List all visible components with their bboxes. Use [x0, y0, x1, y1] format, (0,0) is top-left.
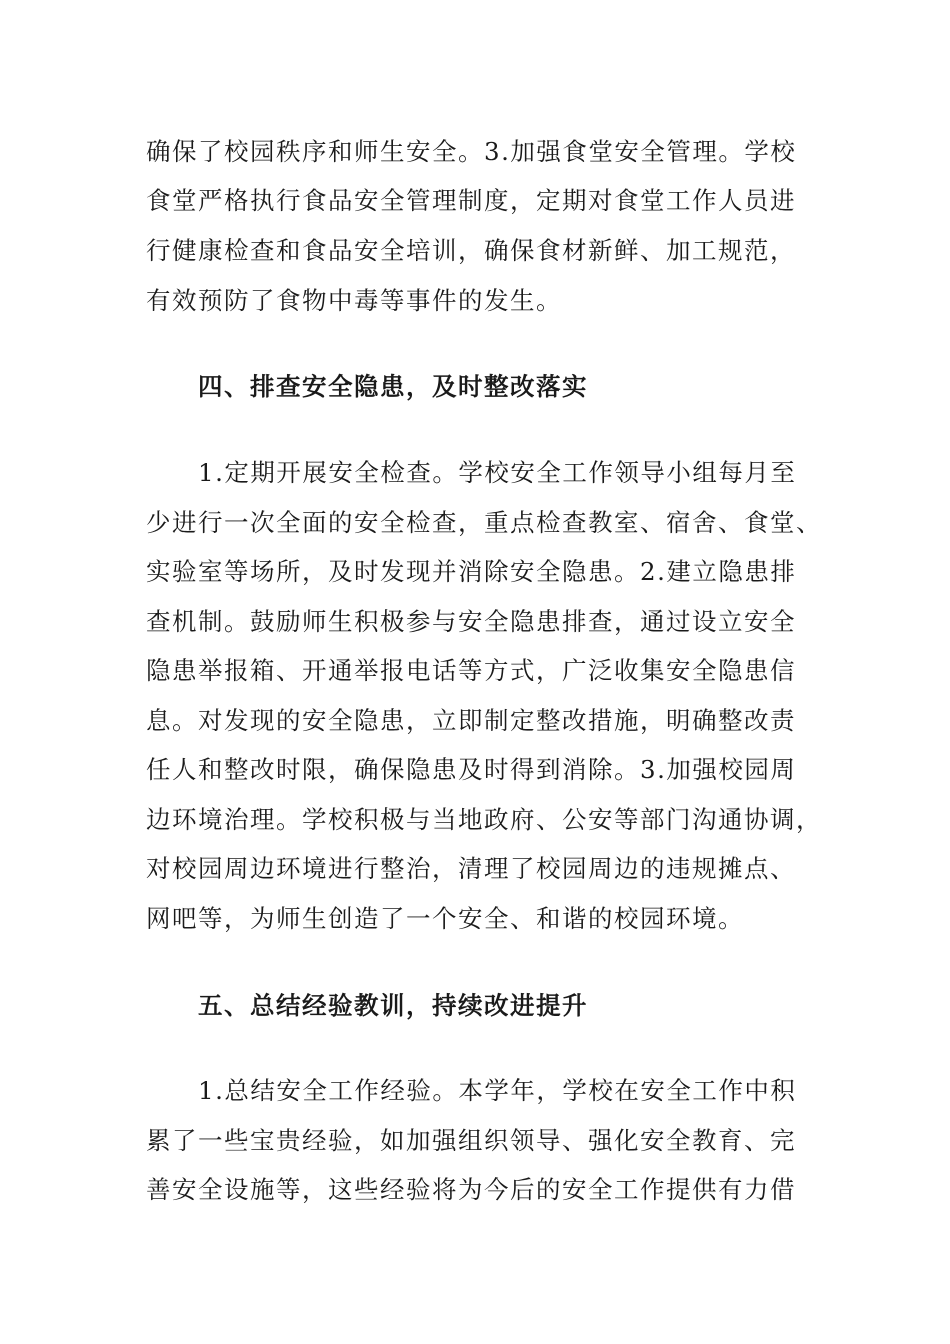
paragraph-line: 网吧等，为师生创造了一个安全、和谐的校园环境。 [146, 904, 744, 933]
paragraph-line: 有效预防了食物中毒等事件的发生。 [146, 286, 562, 315]
paragraph-line: 善安全设施等，这些经验将为今后的安全工作提供有力借 [146, 1175, 796, 1204]
paragraph-line: 确保了校园秩序和师生安全。3.加强食堂安全管理。学校 [146, 137, 797, 166]
section-heading: 四、排查安全隐患，及时整改落实 [198, 372, 588, 401]
paragraph-line: 实验室等场所，及时发现并消除安全隐患。2.建立隐患排 [146, 557, 797, 586]
paragraph-line: 食堂严格执行食品安全管理制度，定期对食堂工作人员进 [146, 186, 796, 215]
paragraph-line: 对校园周边环境进行整治，清理了校园周边的违规摊点、 [146, 854, 796, 883]
paragraph-line: 1.总结安全工作经验。本学年，学校在安全工作中积 [198, 1076, 797, 1105]
paragraph-line: 息。对发现的安全隐患，立即制定整改措施，明确整改责 [146, 706, 796, 735]
paragraph-line: 隐患举报箱、开通举报电话等方式，广泛收集安全隐患信 [146, 656, 796, 685]
paragraph-line: 任人和整改时限，确保隐患及时得到消除。3.加强校园周 [146, 755, 797, 784]
paragraph-line: 累了一些宝贵经验，如加强组织领导、强化安全教育、完 [146, 1126, 796, 1155]
paragraph-line: 边环境治理。学校积极与当地政府、公安等部门沟通协调， [146, 805, 822, 834]
paragraph-line: 行健康检查和食品安全培训，确保食材新鲜、加工规范， [146, 236, 796, 265]
section-heading: 五、总结经验教训，持续改进提升 [198, 991, 588, 1020]
paragraph-line: 少进行一次全面的安全检查，重点检查教室、宿舍、食堂、 [146, 508, 822, 537]
paragraph-line: 查机制。鼓励师生积极参与安全隐患排查，通过设立安全 [146, 607, 796, 636]
paragraph-line: 1.定期开展安全检查。学校安全工作领导小组每月至 [198, 458, 797, 487]
